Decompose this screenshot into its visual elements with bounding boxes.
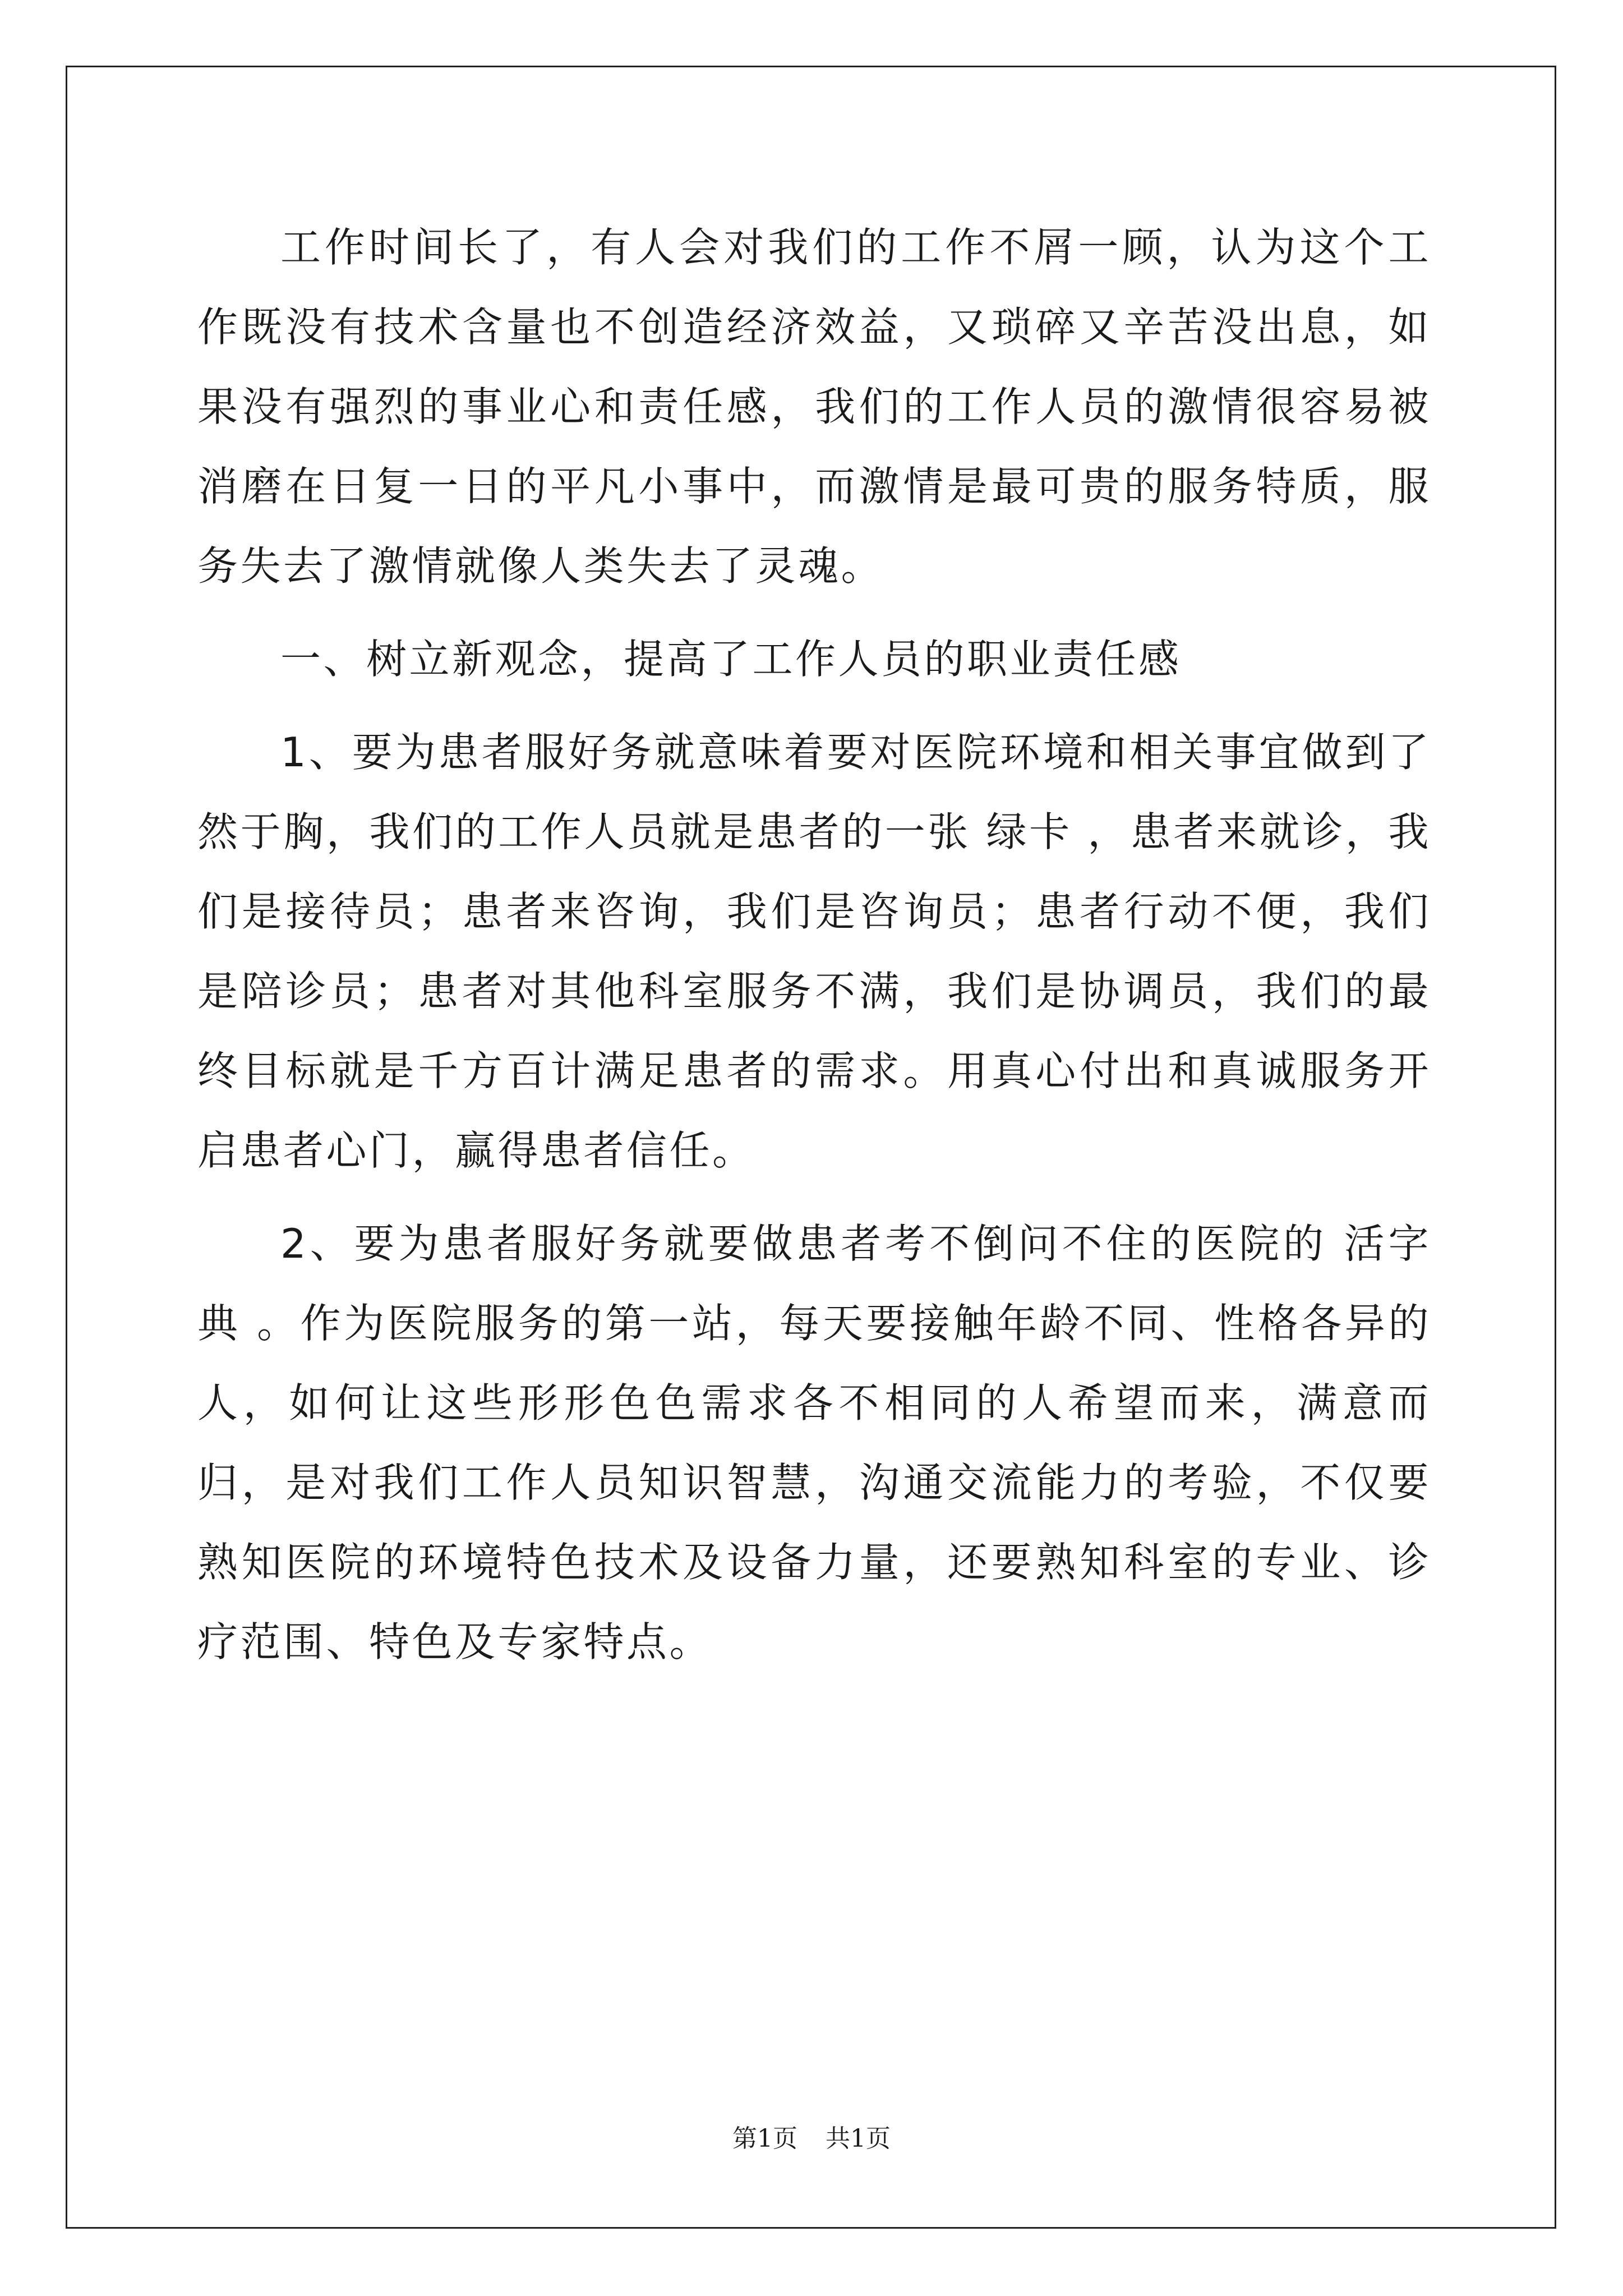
paragraph: 1、要为患者服好务就意味着要对医院环境和相关事宜做到了然于胸，我们的工作人员就是患者的一张 绿卡 ，患者来就诊，我们是接待员；患者来咨询，我们是咨询员；患者行动不便，我们是陪诊员；患者对其他科室服务不满，我们是协调员，我们的最终目标就是千方百计满足患者的需求。用真心付出和真诚服务开启患者心门，赢得患者信任。 — [197, 729, 1431, 1174]
page-number: 第1页 — [732, 2124, 797, 2153]
paragraph: 工作时间长了，有人会对我们的工作不屑一顾，认为这个工作既没有技术含量也不创造经济效益，又琐碎又辛苦没出息，如果没有强烈的事业心和责任感，我们的工作人员的激情很容易被消磨在日复一日的平凡小事中，而激情是最可贵的服务特质，服务失去了激情就像人类失去了灵魂。 — [197, 224, 1431, 590]
page-footer — [0, 2118, 1623, 2154]
paragraph: 2、要为患者服好务就要做患者考不倒问不住的医院的 活字典 。作为医院服务的第一站，每天要接触年龄不同、性格各异的人，如何让这些形形色色需求各不相同的人希望而来，满意而归，是对我们工作人员知识智慧，沟通交流能力的考验，不仅要熟知医院的环境特色技术及设备力量，还要熟知科室的专业、诊疗范围、特色及专家特点。 — [197, 1220, 1431, 1665]
section-heading: 一、树立新观念，提高了工作人员的职业责任感 — [280, 636, 1182, 683]
page-total: 共1页 — [826, 2124, 891, 2153]
document-body — [197, 208, 1431, 1695]
